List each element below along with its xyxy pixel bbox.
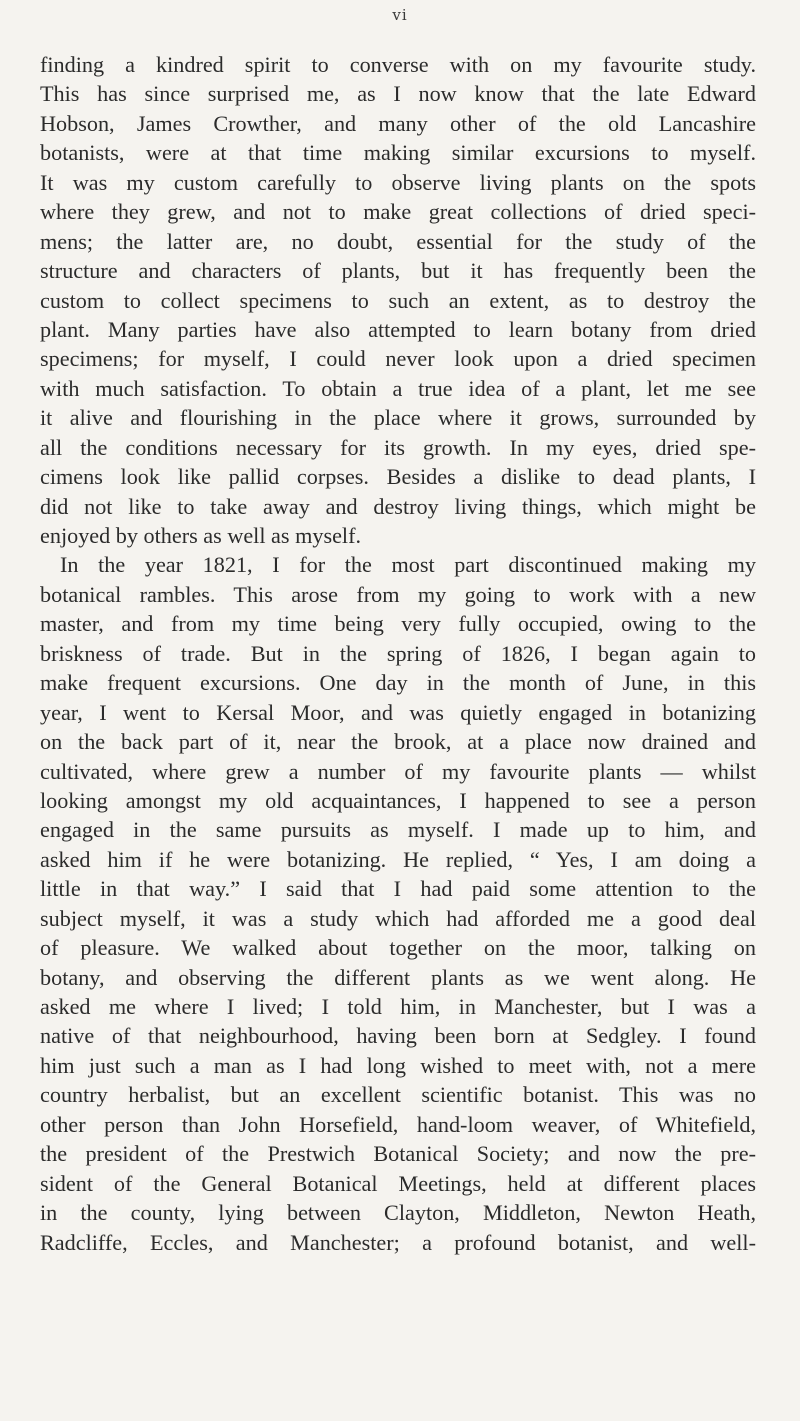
page-number: vi [392,6,408,24]
text-line: it alive and flourishing in the place where it grows, surrounded by [40,405,756,431]
text-line: with much satisfaction. To obtain a true idea of a plant, let me see [40,375,756,401]
text-line: specimens; for myself, I could never look upon a dried specimen [40,346,756,372]
text-line: engaged in the same pursuits as myself. I made up to him, and [40,817,756,843]
text-line: Radcliffe, Eccles, and Manchester; a profound botanist, and well- [40,1229,756,1255]
text-line: custom to collect specimens to such an extent, as to destroy the [40,287,756,313]
text-line: cimens look like pallid corpses. Besides a dislike to dead plants, I [40,464,756,490]
text-line: botany, and observing the different plants as we went along. He [40,964,756,990]
text-line: finding a kindred spirit to converse with on my favourite study. [40,52,756,77]
text-line: of pleasure. We walked about together on the moor, talking on [40,935,756,961]
text-line: Hobson, James Crowther, and many other of the old Lancashire [40,110,756,136]
text-line: botanical rambles. This arose from my going to work with a new [40,581,756,607]
text-line: in the county, lying between Clayton, Middleton, Newton Heath, [40,1200,756,1226]
text-line: subject myself, it was a study which had afforded me a good deal [40,905,756,931]
text-line: In the year 1821, I for the most part discontinued making my [60,552,756,578]
body-text [40,50,756,1257]
text-line: native of that neighbourhood, having been born at Sedgley. I found [40,1023,756,1049]
text-line: on the back part of it, near the brook, at a place now drained and [40,729,756,755]
text-line: master, and from my time being very fully occupied, owing to the [40,611,756,637]
text-line: the president of the Prestwich Botanical Society; and now the pre- [40,1141,756,1167]
text-line: all the conditions necessary for its growth. In my eyes, dried spe- [40,434,756,460]
text-line: him just such a man as I had long wished to meet with, not a mere [40,1052,756,1078]
text-line: make frequent excursions. One day in the month of June, in this [40,670,756,696]
text-line: botanists, were at that time making similar excursions to myself. [40,140,756,166]
text-line: It was my custom carefully to observe living plants on the spots [40,169,756,195]
text-line: little in that way.” I said that I had paid some attention to the [40,876,756,902]
text-line: looking amongst my old acquaintances, I happened to see a person [40,787,756,813]
text-line: mens; the latter are, no doubt, essential for the study of the [40,228,756,254]
text-line: structure and characters of plants, but it has frequently been the [40,258,756,284]
text-line: asked him if he were botanizing. He replied, “ Yes, I am doing a [40,846,756,872]
text-line: year, I went to Kersal Moor, and was quietly engaged in botanizing [40,699,756,725]
text-line: plant. Many parties have also attempted to learn botany from dried [40,316,756,342]
text-line: country herbalist, but an excellent scientific botanist. This was no [40,1082,756,1108]
text-line: other person than John Horsefield, hand-loom weaver, of Whitefield, [40,1111,756,1137]
text-line: This has since surprised me, as I now know that the late Edward [40,81,756,107]
text-line: where they grew, and not to make great collections of dried speci- [40,199,756,225]
text-line: briskness of trade. But in the spring of 1826, I began again to [40,640,756,666]
text-line: sident of the General Botanical Meetings, held at different places [40,1170,756,1196]
text-line: enjoyed by others as well as myself. [40,523,362,548]
text-line: asked me where I lived; I told him, in Manchester, but I was a [40,994,756,1019]
text-line: cultivated, where grew a number of my favourite plants — whilst [40,758,756,784]
text-line: did not like to take away and destroy living things, which might be [40,493,756,519]
